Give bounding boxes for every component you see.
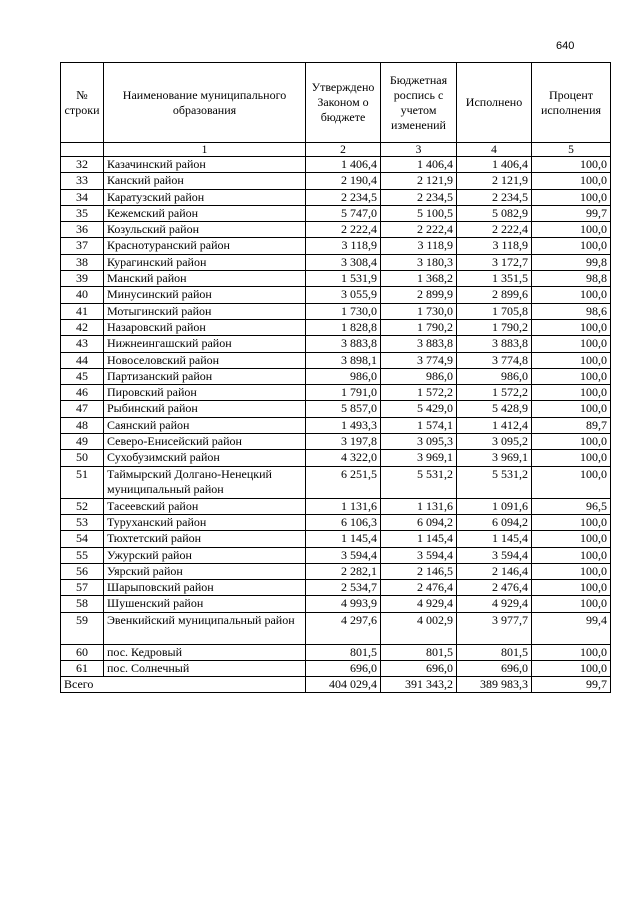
approved-amount: 3 898,1 [306, 352, 381, 368]
approved-amount: 2 190,4 [306, 173, 381, 189]
table-row [61, 612, 611, 644]
municipality-name: Нижнеингашский район [104, 336, 306, 352]
executed-amount: 1 705,8 [457, 303, 532, 319]
budget-amount: 2 222,4 [381, 222, 457, 238]
budget-amount: 3 969,1 [381, 450, 457, 466]
budget-amount: 4 929,4 [381, 596, 457, 612]
municipality-name: Сухобузимский район [104, 450, 306, 466]
approved-amount: 4 322,0 [306, 450, 381, 466]
approved-amount: 696,0 [306, 661, 381, 677]
budget-amount: 3 883,8 [381, 336, 457, 352]
executed-amount: 3 977,7 [457, 612, 532, 644]
total-percent: 99,7 [532, 677, 611, 693]
column-number: 3 [381, 143, 457, 157]
page-number: 640 [556, 40, 575, 52]
executed-amount: 1 406,4 [457, 157, 532, 173]
table-row [61, 222, 611, 238]
approved-amount: 2 282,1 [306, 563, 381, 579]
table-body [61, 157, 611, 677]
budget-amount: 5 531,2 [381, 466, 457, 498]
row-number: 60 [61, 644, 104, 660]
executed-amount: 2 146,4 [457, 563, 532, 579]
municipality-name: пос. Солнечный [104, 661, 306, 677]
budget-amount: 801,5 [381, 644, 457, 660]
total-row [61, 677, 611, 693]
total-budget: 391 343,2 [381, 677, 457, 693]
row-number: 45 [61, 368, 104, 384]
table-header-row [61, 63, 611, 143]
executed-amount: 6 094,2 [457, 514, 532, 530]
budget-amount: 5 429,0 [381, 401, 457, 417]
execution-percent: 89,7 [532, 417, 611, 433]
municipality-name: Уярский район [104, 563, 306, 579]
budget-amount: 3 095,3 [381, 434, 457, 450]
header-row-number: № строки [61, 63, 104, 143]
approved-amount: 3 197,8 [306, 434, 381, 450]
approved-amount: 3 883,8 [306, 336, 381, 352]
executed-amount: 696,0 [457, 661, 532, 677]
approved-amount: 3 594,4 [306, 547, 381, 563]
row-number: 49 [61, 434, 104, 450]
execution-percent: 100,0 [532, 189, 611, 205]
approved-amount: 1 791,0 [306, 385, 381, 401]
row-number: 50 [61, 450, 104, 466]
executed-amount: 3 095,2 [457, 434, 532, 450]
budget-amount: 1 406,4 [381, 157, 457, 173]
municipality-name: Новоселовский район [104, 352, 306, 368]
row-number: 40 [61, 287, 104, 303]
budget-amount: 4 002,9 [381, 612, 457, 644]
approved-amount: 3 055,9 [306, 287, 381, 303]
row-number: 48 [61, 417, 104, 433]
table-row [61, 563, 611, 579]
header-budget-schedule: Бюджетная роспись с учетом изменений [381, 63, 457, 143]
row-number: 56 [61, 563, 104, 579]
execution-percent: 100,0 [532, 368, 611, 384]
municipality-name: Краснотуранский район [104, 238, 306, 254]
execution-percent: 100,0 [532, 596, 611, 612]
executed-amount: 2 476,4 [457, 580, 532, 596]
row-number: 36 [61, 222, 104, 238]
budget-amount: 3 594,4 [381, 547, 457, 563]
municipality-name: Шарыповский район [104, 580, 306, 596]
row-number: 42 [61, 319, 104, 335]
row-number: 46 [61, 385, 104, 401]
approved-amount: 1 131,6 [306, 498, 381, 514]
column-number-blank [61, 143, 104, 157]
column-number: 2 [306, 143, 381, 157]
total-label: Всего [61, 677, 306, 693]
execution-percent: 100,0 [532, 319, 611, 335]
table-row [61, 434, 611, 450]
budget-amount: 5 100,5 [381, 205, 457, 221]
approved-amount: 3 118,9 [306, 238, 381, 254]
execution-percent: 100,0 [532, 661, 611, 677]
total-executed: 389 983,3 [457, 677, 532, 693]
execution-percent: 96,5 [532, 498, 611, 514]
execution-percent: 100,0 [532, 644, 611, 660]
approved-amount: 801,5 [306, 644, 381, 660]
executed-amount: 1 145,4 [457, 531, 532, 547]
approved-amount: 1 493,3 [306, 417, 381, 433]
header-execution-percent: Процент исполнения [532, 63, 611, 143]
municipality-name: Манский район [104, 271, 306, 287]
execution-percent: 100,0 [532, 434, 611, 450]
table-row [61, 580, 611, 596]
executed-amount: 801,5 [457, 644, 532, 660]
executed-amount: 5 082,9 [457, 205, 532, 221]
table-row [61, 303, 611, 319]
row-number: 37 [61, 238, 104, 254]
executed-amount: 986,0 [457, 368, 532, 384]
municipality-name: Козульский район [104, 222, 306, 238]
table-row [61, 547, 611, 563]
row-number: 53 [61, 514, 104, 530]
execution-percent: 98,8 [532, 271, 611, 287]
municipality-name: Эвенкийский муниципальный район [104, 612, 306, 644]
execution-percent: 98,6 [532, 303, 611, 319]
row-number: 59 [61, 612, 104, 644]
executed-amount: 2 222,4 [457, 222, 532, 238]
budget-amount: 3 118,9 [381, 238, 457, 254]
row-number: 38 [61, 254, 104, 270]
table-row [61, 157, 611, 173]
municipality-name: Пировский район [104, 385, 306, 401]
budget-amount: 6 094,2 [381, 514, 457, 530]
total-approved: 404 029,4 [306, 677, 381, 693]
execution-percent: 100,0 [532, 222, 611, 238]
executed-amount: 3 883,8 [457, 336, 532, 352]
approved-amount: 1 531,9 [306, 271, 381, 287]
table-row [61, 596, 611, 612]
execution-percent: 100,0 [532, 580, 611, 596]
table-row [61, 498, 611, 514]
budget-amount: 2 476,4 [381, 580, 457, 596]
execution-percent: 100,0 [532, 336, 611, 352]
budget-amount: 2 121,9 [381, 173, 457, 189]
municipality-name: Курагинский район [104, 254, 306, 270]
table-row [61, 514, 611, 530]
executed-amount: 1 572,2 [457, 385, 532, 401]
row-number: 35 [61, 205, 104, 221]
approved-amount: 6 251,5 [306, 466, 381, 498]
executed-amount: 1 412,4 [457, 417, 532, 433]
budget-amount: 1 730,0 [381, 303, 457, 319]
execution-percent: 99,7 [532, 205, 611, 221]
executed-amount: 2 234,5 [457, 189, 532, 205]
table-row [61, 352, 611, 368]
row-number: 61 [61, 661, 104, 677]
row-number: 58 [61, 596, 104, 612]
row-number: 47 [61, 401, 104, 417]
execution-percent: 100,0 [532, 547, 611, 563]
municipality-name: Ужурский район [104, 547, 306, 563]
budget-amount: 3 180,3 [381, 254, 457, 270]
table-row [61, 417, 611, 433]
executed-amount: 3 118,9 [457, 238, 532, 254]
budget-amount: 2 234,5 [381, 189, 457, 205]
budget-amount: 2 146,5 [381, 563, 457, 579]
row-number: 57 [61, 580, 104, 596]
row-number: 32 [61, 157, 104, 173]
executed-amount: 1 790,2 [457, 319, 532, 335]
header-approved-by-law: Утверждено Законом о бюджете [306, 63, 381, 143]
approved-amount: 4 993,9 [306, 596, 381, 612]
executed-amount: 3 172,7 [457, 254, 532, 270]
row-number: 54 [61, 531, 104, 547]
budget-amount: 696,0 [381, 661, 457, 677]
executed-amount: 4 929,4 [457, 596, 532, 612]
table-row [61, 336, 611, 352]
executed-amount: 3 969,1 [457, 450, 532, 466]
row-number: 34 [61, 189, 104, 205]
municipality-name: Туруханский район [104, 514, 306, 530]
execution-percent: 100,0 [532, 531, 611, 547]
execution-percent: 100,0 [532, 157, 611, 173]
approved-amount: 1 145,4 [306, 531, 381, 547]
row-number: 44 [61, 352, 104, 368]
municipality-name: пос. Кедровый [104, 644, 306, 660]
approved-amount: 5 747,0 [306, 205, 381, 221]
table-row [61, 401, 611, 417]
budget-amount: 1 790,2 [381, 319, 457, 335]
municipality-name: Казачинский район [104, 157, 306, 173]
table-row [61, 287, 611, 303]
budget-amount: 3 774,9 [381, 352, 457, 368]
approved-amount: 3 308,4 [306, 254, 381, 270]
execution-percent: 99,8 [532, 254, 611, 270]
table-row [61, 661, 611, 677]
execution-percent: 100,0 [532, 352, 611, 368]
execution-percent: 100,0 [532, 287, 611, 303]
approved-amount: 2 222,4 [306, 222, 381, 238]
table-row [61, 238, 611, 254]
approved-amount: 6 106,3 [306, 514, 381, 530]
header-executed: Исполнено [457, 63, 532, 143]
budget-amount: 1 572,2 [381, 385, 457, 401]
municipality-name: Канский район [104, 173, 306, 189]
budget-table [60, 62, 611, 693]
table-row [61, 254, 611, 270]
approved-amount: 1 828,8 [306, 319, 381, 335]
row-number: 39 [61, 271, 104, 287]
approved-amount: 986,0 [306, 368, 381, 384]
table-row [61, 466, 611, 498]
execution-percent: 100,0 [532, 401, 611, 417]
column-number: 1 [104, 143, 306, 157]
municipality-name: Кежемский район [104, 205, 306, 221]
execution-percent: 100,0 [532, 563, 611, 579]
header-municipality-name: Наименование муниципального образования [104, 63, 306, 143]
budget-amount: 1 368,2 [381, 271, 457, 287]
approved-amount: 1 730,0 [306, 303, 381, 319]
municipality-name: Шушенский район [104, 596, 306, 612]
approved-amount: 4 297,6 [306, 612, 381, 644]
approved-amount: 2 534,7 [306, 580, 381, 596]
execution-percent: 99,4 [532, 612, 611, 644]
execution-percent: 100,0 [532, 238, 611, 254]
municipality-name: Таймырский Долгано-Ненецкий муниципальный район [104, 466, 306, 498]
table-row [61, 271, 611, 287]
table-row [61, 189, 611, 205]
municipality-name: Мотыгинский район [104, 303, 306, 319]
execution-percent: 100,0 [532, 385, 611, 401]
municipality-name: Назаровский район [104, 319, 306, 335]
column-number: 4 [457, 143, 532, 157]
executed-amount: 3 594,4 [457, 547, 532, 563]
executed-amount: 3 774,8 [457, 352, 532, 368]
municipality-name: Саянский район [104, 417, 306, 433]
row-number: 41 [61, 303, 104, 319]
executed-amount: 1 091,6 [457, 498, 532, 514]
row-number: 52 [61, 498, 104, 514]
executed-amount: 5 531,2 [457, 466, 532, 498]
approved-amount: 5 857,0 [306, 401, 381, 417]
execution-percent: 100,0 [532, 450, 611, 466]
row-number: 55 [61, 547, 104, 563]
municipality-name: Каратузский район [104, 189, 306, 205]
execution-percent: 100,0 [532, 173, 611, 189]
municipality-name: Тюхтетский район [104, 531, 306, 547]
municipality-name: Рыбинский район [104, 401, 306, 417]
row-number: 33 [61, 173, 104, 189]
table-row [61, 173, 611, 189]
executed-amount: 2 899,6 [457, 287, 532, 303]
column-number-row [61, 143, 611, 157]
table-row [61, 319, 611, 335]
row-number: 43 [61, 336, 104, 352]
executed-amount: 5 428,9 [457, 401, 532, 417]
execution-percent: 100,0 [532, 466, 611, 498]
approved-amount: 2 234,5 [306, 189, 381, 205]
execution-percent: 100,0 [532, 514, 611, 530]
table-row [61, 644, 611, 660]
executed-amount: 2 121,9 [457, 173, 532, 189]
table-row [61, 385, 611, 401]
budget-amount: 986,0 [381, 368, 457, 384]
executed-amount: 1 351,5 [457, 271, 532, 287]
table-row [61, 205, 611, 221]
table-row [61, 450, 611, 466]
approved-amount: 1 406,4 [306, 157, 381, 173]
budget-amount: 1 574,1 [381, 417, 457, 433]
budget-amount: 1 145,4 [381, 531, 457, 547]
table-row [61, 531, 611, 547]
municipality-name: Тасеевский район [104, 498, 306, 514]
municipality-name: Северо-Енисейский район [104, 434, 306, 450]
row-number: 51 [61, 466, 104, 498]
table-row [61, 368, 611, 384]
budget-amount: 1 131,6 [381, 498, 457, 514]
budget-amount: 2 899,9 [381, 287, 457, 303]
municipality-name: Партизанский район [104, 368, 306, 384]
column-number: 5 [532, 143, 611, 157]
municipality-name: Минусинский район [104, 287, 306, 303]
